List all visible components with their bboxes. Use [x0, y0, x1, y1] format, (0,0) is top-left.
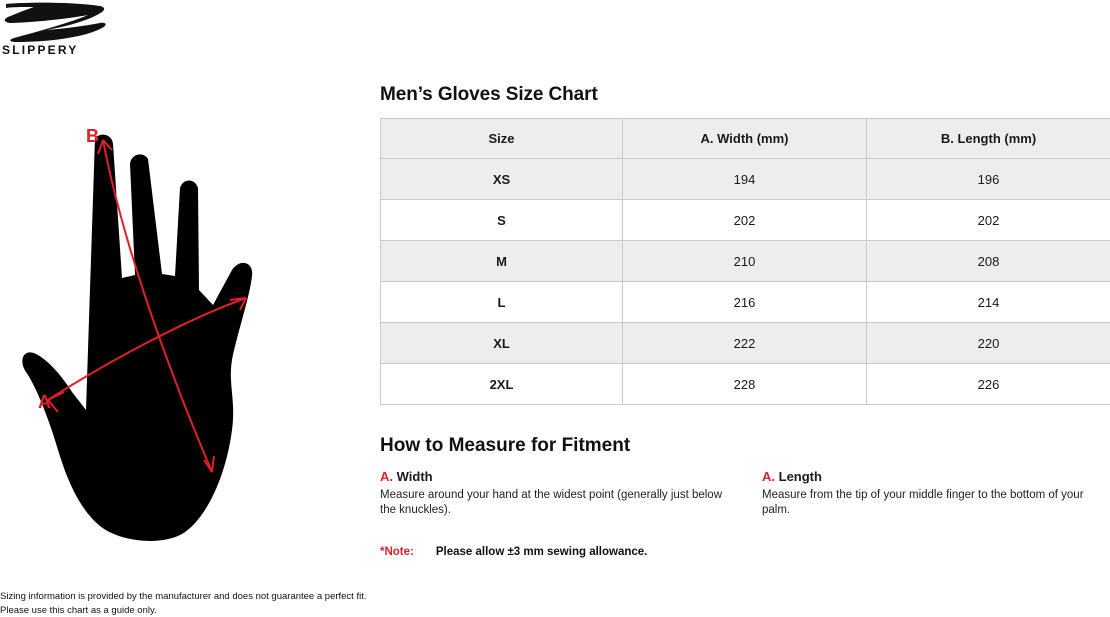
measure-description: Measure around your hand at the widest point (generally just below the knuckles).	[380, 489, 723, 517]
cell-length: 208	[867, 241, 1110, 282]
chart-content	[380, 84, 1110, 558]
cell-width: 194	[623, 159, 867, 200]
table-row	[381, 364, 1110, 405]
table-row	[381, 323, 1110, 364]
page-title: Men’s Gloves Size Chart	[380, 84, 598, 105]
how-to-measure-title: How to Measure for Fitment	[380, 435, 631, 456]
column-header-length: B. Length (mm)	[867, 119, 1110, 159]
cell-width: 228	[623, 364, 867, 405]
cell-width: 222	[623, 323, 867, 364]
note-text: Please allow ±3 mm sewing allowance.	[435, 546, 648, 559]
illustration-label-a: A	[38, 392, 51, 412]
table-row	[381, 159, 1110, 200]
cell-length: 220	[867, 323, 1110, 364]
measure-item-heading	[762, 469, 1110, 484]
measure-instructions	[380, 469, 1110, 518]
footer-line-2: Please use this chart as a guide only.	[0, 604, 157, 616]
cell-size: XL	[381, 323, 623, 364]
cell-size: L	[381, 282, 623, 323]
footer-line-1: Sizing information is provided by the manufacturer and does not guarantee a perfect fit.	[0, 591, 367, 602]
slippery-logo-icon	[0, 0, 122, 58]
brand-logo	[0, 0, 122, 58]
cell-width: 210	[623, 241, 867, 282]
cell-width: 202	[623, 200, 867, 241]
footer-disclaimer	[0, 590, 500, 617]
measure-name: Width	[396, 469, 433, 484]
measure-letter: A.	[380, 469, 393, 484]
note-label: *Note:	[380, 546, 414, 559]
measure-name: Length	[778, 469, 822, 484]
measure-item-heading	[380, 469, 740, 484]
table-row	[381, 282, 1110, 323]
table-row	[381, 241, 1110, 282]
glove-measurement-illustration	[0, 110, 360, 550]
cell-size: XS	[381, 159, 623, 200]
column-header-size: Size	[381, 119, 623, 159]
cell-length: 196	[867, 159, 1110, 200]
table-header-row	[381, 119, 1110, 159]
measure-item-length	[762, 469, 1110, 518]
cell-length: 214	[867, 282, 1110, 323]
cell-length: 202	[867, 200, 1110, 241]
cell-size: M	[381, 241, 623, 282]
table-row	[381, 200, 1110, 241]
cell-size: S	[381, 200, 623, 241]
hand-diagram-icon	[0, 110, 360, 550]
illustration-label-b: B	[86, 126, 99, 146]
brand-name-text: SLIPPERY	[2, 43, 79, 57]
measure-item-width	[380, 469, 762, 518]
cell-length: 226	[867, 364, 1110, 405]
measure-description: Measure from the tip of your middle finger to the bottom of your palm.	[762, 489, 1084, 517]
measure-letter: A.	[762, 469, 775, 484]
column-header-width: A. Width (mm)	[623, 119, 867, 159]
cell-size: 2XL	[381, 364, 623, 405]
cell-width: 216	[623, 282, 867, 323]
size-chart-table	[380, 118, 1110, 405]
sewing-allowance-note	[380, 546, 1110, 558]
